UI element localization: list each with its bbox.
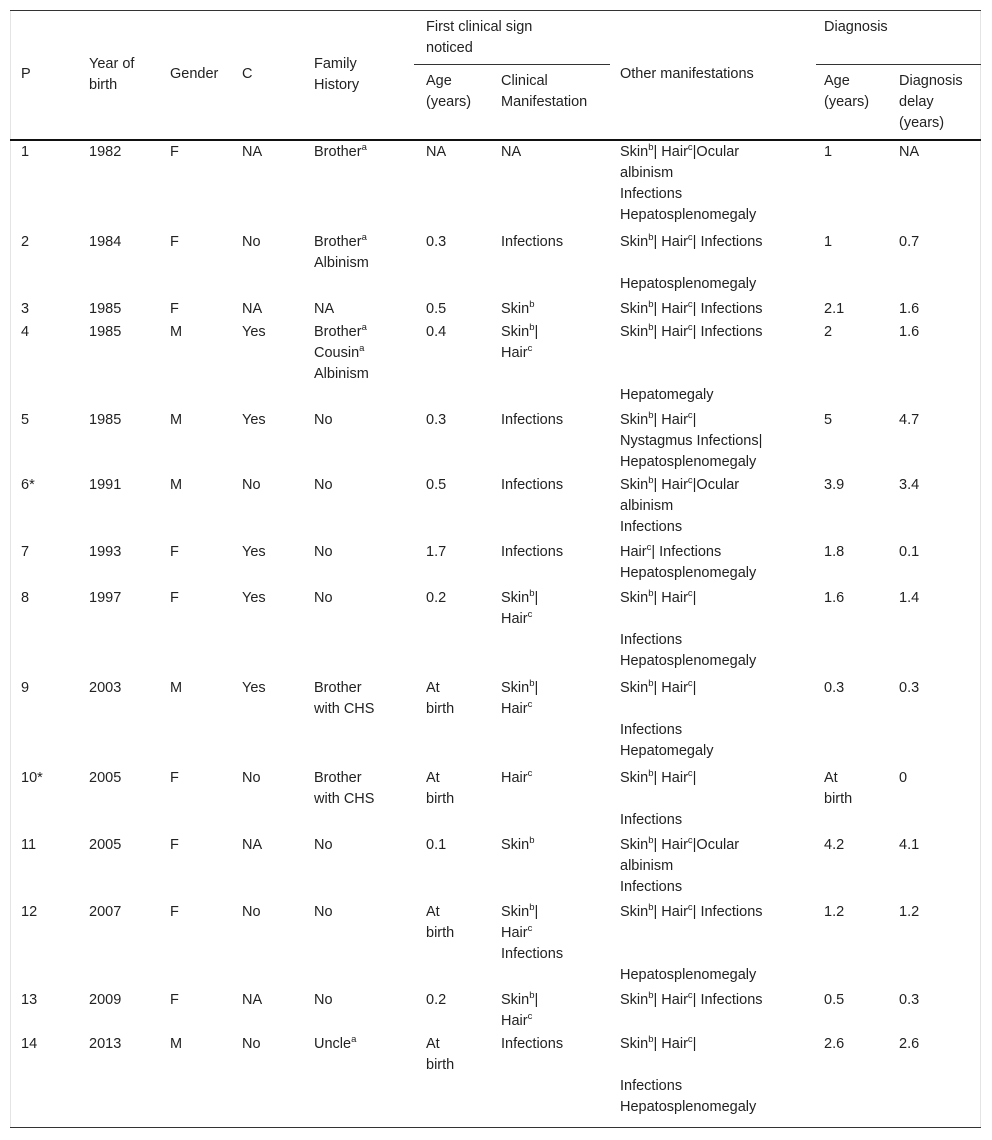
header-family-history: Family History <box>314 56 360 93</box>
cell-family: Brother$^a$ Cousin$^a$ Albinism <box>314 322 369 382</box>
cell-p: 4 <box>21 324 30 340</box>
cell-year: 2005 <box>89 770 122 786</box>
cell-age2: 2.1 <box>824 301 845 317</box>
header-bottom-rule <box>10 139 981 141</box>
cell-age2: At birth <box>824 770 853 807</box>
cell-family: Brother$^a$ Albinism <box>314 232 369 271</box>
cell-gender: M <box>170 324 183 340</box>
cell-gender: F <box>170 544 179 560</box>
cell-age1: 0.5 <box>426 477 447 493</box>
cell-year: 1982 <box>89 144 122 160</box>
header-gender: Gender <box>170 66 219 82</box>
cell-gender: M <box>170 477 183 493</box>
cell-c: Yes <box>242 412 266 428</box>
cell-clin: Skin$^b$ <box>501 835 535 853</box>
cell-age1: 0.5 <box>426 301 447 317</box>
cell-year: 1985 <box>89 412 122 428</box>
cell-other: Skin$^b$| Hair$^c$| Infections Hepatosplenomegaly <box>620 232 763 292</box>
cell-other: Skin$^b$| Hair$^c$|Ocular albinism Infections Hepatosplenomegaly <box>620 142 757 223</box>
cell-other: Hair$^c$| Infections Hepatosplenomegaly <box>620 542 757 581</box>
cell-other: Skin$^b$| Hair$^c$|Ocular albinism Infections <box>620 475 740 535</box>
cell-delay: 2.6 <box>899 1036 920 1052</box>
cell-c: NA <box>242 837 263 853</box>
cell-family: No <box>314 904 333 920</box>
cell-family: No <box>314 412 333 428</box>
cell-year: 1993 <box>89 544 122 560</box>
cell-gender: F <box>170 770 179 786</box>
cell-age1: 0.2 <box>426 992 447 1008</box>
cell-other: Skin$^b$| Hair$^c$| Nystagmus Infections| Hepatosplenomegaly <box>620 410 763 470</box>
diagnosis-group-rule <box>816 64 981 65</box>
cell-gender: F <box>170 992 179 1008</box>
cell-age2: 0.5 <box>824 992 845 1008</box>
cell-age2: 4.2 <box>824 837 845 853</box>
cell-c: No <box>242 477 261 493</box>
cell-clin: Skin$^b$| Hair$^c$ Infections <box>501 902 564 962</box>
cell-c: No <box>242 1036 261 1052</box>
cell-clin: Infections <box>501 477 564 493</box>
cell-other: Skin$^b$| Hair$^c$| Infections Hepatosplenomegaly <box>620 1034 757 1115</box>
cell-family: Brother with CHS <box>314 770 375 807</box>
cell-p: 3 <box>21 301 30 317</box>
cell-p: 14 <box>21 1036 38 1052</box>
cell-p: 10* <box>21 770 43 786</box>
cell-age1: 0.3 <box>426 412 447 428</box>
cell-p: 8 <box>21 590 30 606</box>
cell-other: Skin$^b$| Hair$^c$| Infections Hepatomegaly <box>620 322 763 403</box>
cell-age2: 1 <box>824 144 833 160</box>
cell-age2: 1.8 <box>824 544 845 560</box>
cell-year: 2013 <box>89 1036 122 1052</box>
cell-family: Brother with CHS <box>314 680 375 717</box>
cell-delay: 0.3 <box>899 680 920 696</box>
cell-c: Yes <box>242 544 266 560</box>
cell-delay: 0.1 <box>899 544 920 560</box>
cell-age1: NA <box>426 144 447 160</box>
cell-age2: 5 <box>824 412 833 428</box>
cell-clin: Infections <box>501 234 564 250</box>
table-bottom-rule <box>10 1127 981 1128</box>
cell-gender: M <box>170 412 183 428</box>
cell-family: NA <box>314 301 335 317</box>
cell-p: 1 <box>21 144 30 160</box>
cell-family: No <box>314 837 333 853</box>
cell-clin: Infections <box>501 544 564 560</box>
cell-c: Yes <box>242 324 266 340</box>
cell-gender: F <box>170 904 179 920</box>
cell-c: No <box>242 770 261 786</box>
header-diagnosis: Diagnosis <box>824 19 888 35</box>
cell-clin: Infections <box>501 412 564 428</box>
cell-age2: 2.6 <box>824 1036 845 1052</box>
cell-year: 1991 <box>89 477 122 493</box>
cell-clin: Skin$^b$| Hair$^c$ <box>501 322 539 361</box>
cell-family: Uncle$^a$ <box>314 1034 357 1052</box>
cell-p: 13 <box>21 992 38 1008</box>
cell-age2: 1 <box>824 234 833 250</box>
cell-gender: F <box>170 301 179 317</box>
cell-p: 9 <box>21 680 30 696</box>
first-sign-group-rule <box>414 64 610 65</box>
cell-gender: M <box>170 680 183 696</box>
header-clinical-manifestation: Clinical Manifestation <box>501 73 588 110</box>
cell-family: Brother$^a$ <box>314 142 367 160</box>
cell-delay: 1.2 <box>899 904 920 920</box>
cell-year: 1985 <box>89 301 122 317</box>
header-diagnosis-delay: Diagnosis delay (years) <box>899 73 963 131</box>
cell-age2: 2 <box>824 324 833 340</box>
cell-age2: 0.3 <box>824 680 845 696</box>
cell-family: No <box>314 590 333 606</box>
cell-clin: Skin$^b$ <box>501 299 535 317</box>
cell-age1: 0.3 <box>426 234 447 250</box>
cell-p: 6* <box>21 477 35 493</box>
header-first-age: Age (years) <box>426 73 472 110</box>
cell-family: No <box>314 477 333 493</box>
cell-c: Yes <box>242 590 266 606</box>
cell-year: 2005 <box>89 837 122 853</box>
cell-delay: 0 <box>899 770 908 786</box>
cell-delay: 4.1 <box>899 837 920 853</box>
cell-age2: 1.6 <box>824 590 845 606</box>
cell-p: 2 <box>21 234 30 250</box>
cell-age1: At birth <box>426 904 455 941</box>
cell-delay: 1.6 <box>899 324 920 340</box>
cell-other: Skin$^b$| Hair$^c$| Infections Hepatomegaly <box>620 678 714 759</box>
header-year-of-birth: Year of birth <box>89 56 135 93</box>
cell-family: No <box>314 992 333 1008</box>
cell-year: 2009 <box>89 992 122 1008</box>
cell-age1: 1.7 <box>426 544 447 560</box>
cell-age2: 1.2 <box>824 904 845 920</box>
cell-delay: 0.7 <box>899 234 920 250</box>
cell-c: NA <box>242 144 263 160</box>
header-c: C <box>242 66 253 82</box>
cell-c: NA <box>242 992 263 1008</box>
cell-year: 1985 <box>89 324 122 340</box>
cell-delay: 3.4 <box>899 477 920 493</box>
cell-gender: F <box>170 837 179 853</box>
cell-clin: Skin$^b$| Hair$^c$ <box>501 588 539 627</box>
cell-clin: Skin$^b$| Hair$^c$ <box>501 678 539 717</box>
cell-clin: NA <box>501 144 522 160</box>
table-frame <box>10 10 981 1128</box>
cell-age2: 3.9 <box>824 477 845 493</box>
cell-year: 2007 <box>89 904 122 920</box>
cell-delay: NA <box>899 144 920 160</box>
cell-gender: F <box>170 590 179 606</box>
cell-c: No <box>242 904 261 920</box>
cell-p: 5 <box>21 412 30 428</box>
cell-age1: 0.4 <box>426 324 447 340</box>
cell-delay: 4.7 <box>899 412 920 428</box>
cell-other: Skin$^b$| Hair$^c$| Infections <box>620 990 763 1008</box>
cell-p: 7 <box>21 544 30 560</box>
cell-other: Skin$^b$| Hair$^c$| Infections <box>620 768 697 828</box>
cell-other: Skin$^b$| Hair$^c$|Ocular albinism Infections <box>620 835 740 895</box>
cell-delay: 1.6 <box>899 301 920 317</box>
cell-age1: At birth <box>426 1036 455 1073</box>
cell-age1: 0.1 <box>426 837 447 853</box>
cell-gender: M <box>170 1036 183 1052</box>
cell-other: Skin$^b$| Hair$^c$| Infections Hepatosplenomegaly <box>620 902 763 983</box>
cell-c: No <box>242 234 261 250</box>
cell-clin: Hair$^c$ <box>501 768 533 786</box>
cell-other: Skin$^b$| Hair$^c$| Infections <box>620 299 763 317</box>
cell-age1: 0.2 <box>426 590 447 606</box>
cell-clin: Skin$^b$| Hair$^c$ <box>501 990 539 1029</box>
header-other-manifestations: Other manifestations <box>620 66 754 82</box>
cell-delay: 1.4 <box>899 590 920 606</box>
cell-c: NA <box>242 301 263 317</box>
header-p: P <box>21 66 31 82</box>
cell-p: 11 <box>21 837 37 853</box>
cell-age1: At birth <box>426 680 455 717</box>
cell-year: 2003 <box>89 680 122 696</box>
cell-year: 1984 <box>89 234 122 250</box>
cell-delay: 0.3 <box>899 992 920 1008</box>
cell-other: Skin$^b$| Hair$^c$| Infections Hepatosplenomegaly <box>620 588 757 669</box>
cell-gender: F <box>170 234 179 250</box>
cell-gender: F <box>170 144 179 160</box>
cell-p: 12 <box>21 904 38 920</box>
cell-year: 1997 <box>89 590 122 606</box>
cell-clin: Infections <box>501 1036 564 1052</box>
header-diagnosis-age: Age (years) <box>824 73 870 110</box>
cell-family: No <box>314 544 333 560</box>
cell-c: Yes <box>242 680 266 696</box>
table-top-rule <box>10 10 981 11</box>
cell-age1: At birth <box>426 770 455 807</box>
header-first-clinical-sign: First clinical sign noticed <box>426 19 533 56</box>
